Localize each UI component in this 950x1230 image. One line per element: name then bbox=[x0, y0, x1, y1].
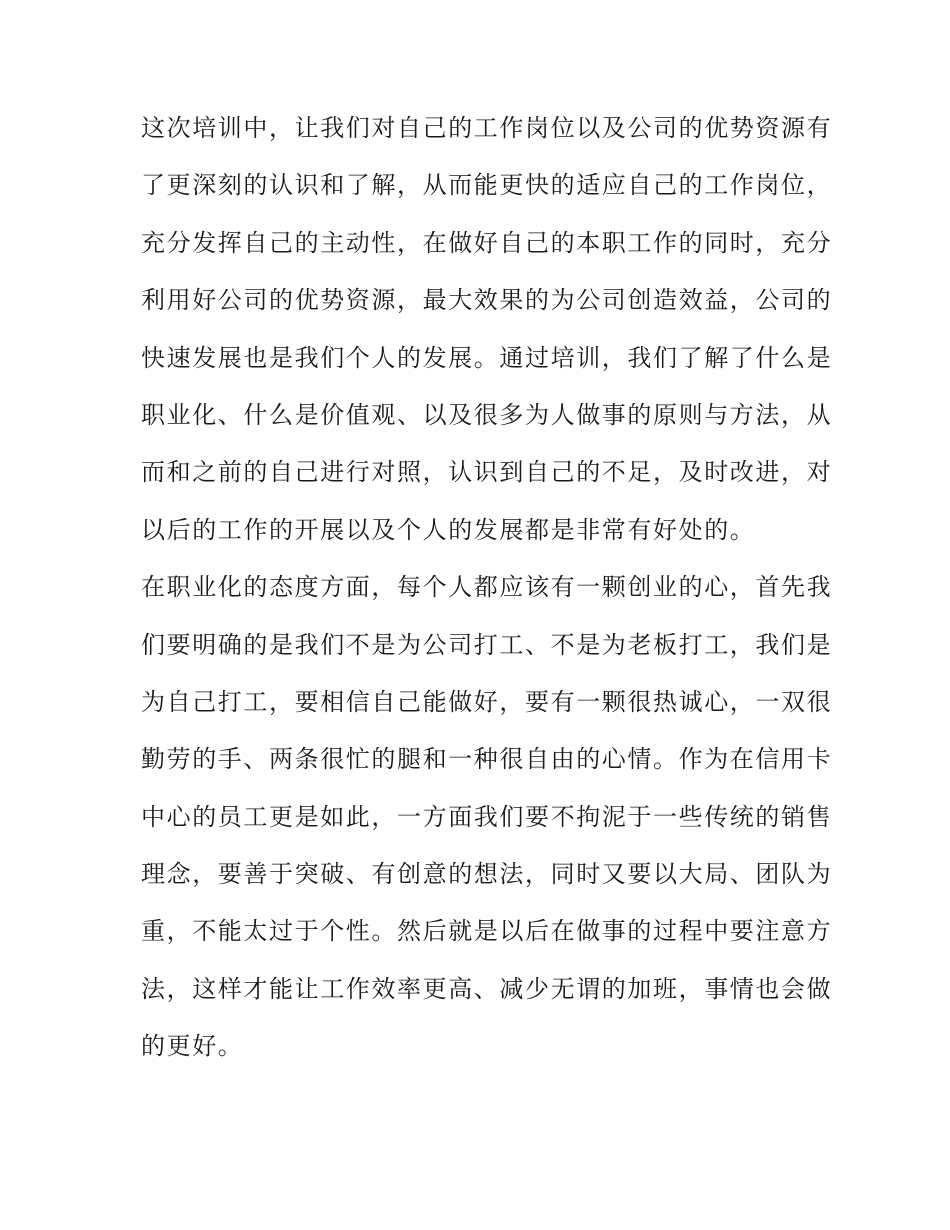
text-line: 利用好公司的优势资源，最大效果的为公司创造效益，公司的 bbox=[141, 286, 833, 315]
text-line: 的更好。 bbox=[141, 1032, 244, 1061]
text-line: 快速发展也是我们个人的发展。通过培训，我们了解了什么是 bbox=[141, 343, 833, 372]
text-line: 以后的工作的开展以及个人的发展都是非常有好处的。 bbox=[141, 515, 756, 544]
body-text bbox=[141, 108, 833, 1084]
text-line: 职业化、什么是价值观、以及很多为人做事的原则与方法，从 bbox=[141, 400, 833, 429]
text-line: 重，不能太过于个性。然后就是以后在做事的过程中要注意方 bbox=[141, 917, 833, 946]
text-line: 这次培训中，让我们对自己的工作岗位以及公司的优势资源有 bbox=[141, 114, 833, 142]
text-line: 勤劳的手、两条很忙的腿和一种很自由的心情。作为在信用卡 bbox=[141, 745, 833, 774]
text-line: 们要明确的是我们不是为公司打工、不是为老板打工，我们是 bbox=[141, 630, 833, 659]
text-line: 在职业化的态度方面，每个人都应该有一颗创业的心，首先我 bbox=[141, 573, 833, 602]
text-line: 为自己打工，要相信自己能做好，要有一颗很热诚心，一双很 bbox=[141, 687, 833, 716]
text-line: 了更深刻的认识和了解，从而能更快的适应自己的工作岗位， bbox=[141, 171, 833, 200]
text-line: 中心的员工更是如此，一方面我们要不拘泥于一些传统的销售 bbox=[141, 802, 833, 831]
text-line: 理念，要善于突破、有创意的想法，同时又要以大局、团队为 bbox=[141, 860, 833, 889]
text-line: 而和之前的自己进行对照，认识到自己的不足，及时改进，对 bbox=[141, 458, 833, 487]
text-line: 充分发挥自己的主动性，在做好自己的本职工作的同时，充分 bbox=[141, 228, 833, 257]
text-line: 法，这样才能让工作效率更高、减少无谓的加班，事情也会做 bbox=[141, 974, 833, 1003]
